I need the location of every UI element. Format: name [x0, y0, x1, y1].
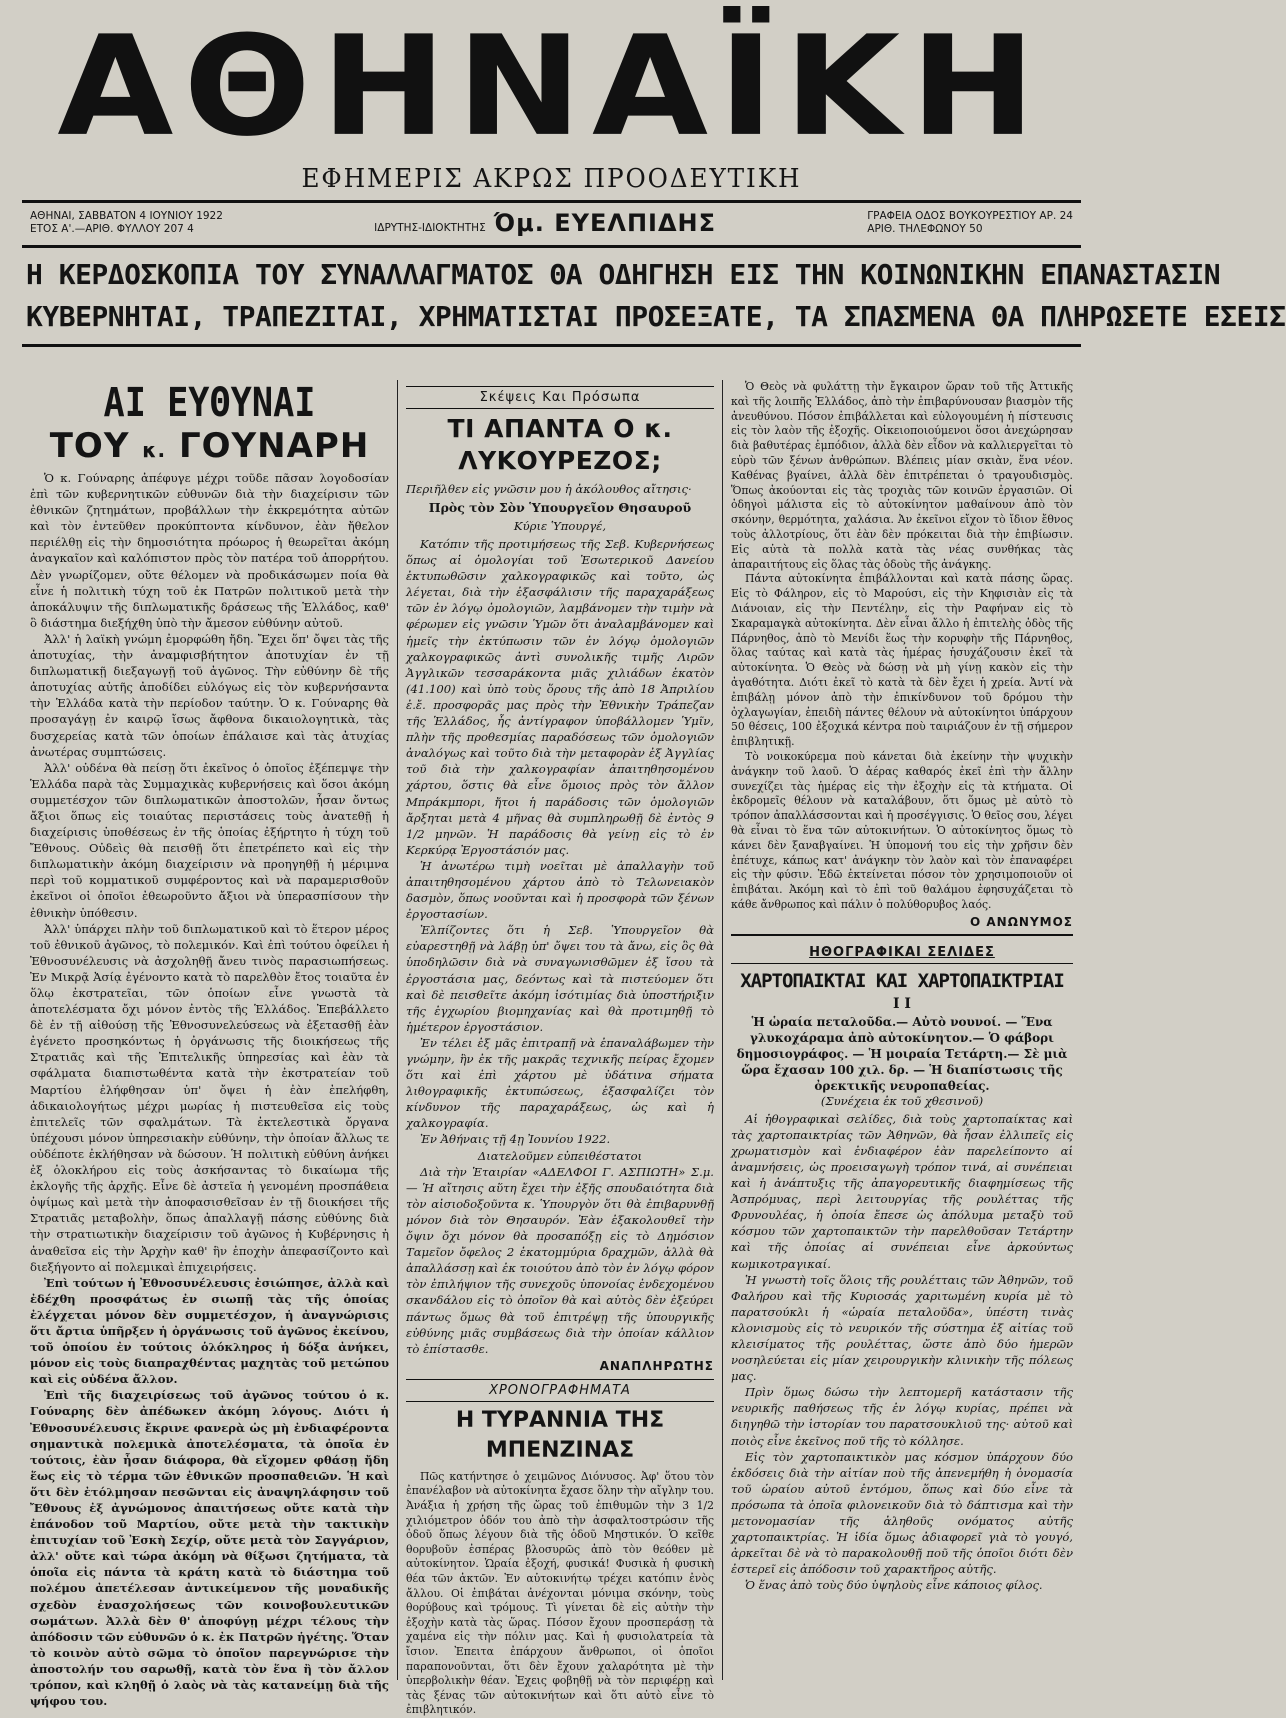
- article-headline: ΧΑΡΤΟΠΑΙΚΤΑΙ ΚΑΙ ΧΑΡΤΟΠΑΙΚΤΡΙΑΙ: [740, 969, 1064, 992]
- banner-line-2: ΚΥΒΕΡΝΗΤΑΙ, ΤΡΑΠΕΖΙΤΑΙ, ΧΡΗΜΑΤΙΣΤΑΙ ΠΡΟΣΕΞΑΤΕ, ΤΑ ΣΠΑΣΜΕΝΑ ΘΑ ΠΛΗΡΩΣΕΤΕ ΕΣΕΙΣ: [26, 300, 1286, 333]
- headline-part-b: ΓΟΥΝΑΡΗ: [178, 426, 370, 466]
- office-block: [867, 210, 1073, 236]
- paragraph: Ἐλπίζοντες ὅτι ἡ Σεβ. Ὑπουργεῖον θὰ εὐαρεστηθῇ νὰ λάβῃ ὑπ' ὄψει του τὰ ἄνω, εἰς ὃς θὰ ὑποδηλῶσιν διὰ νὰ συναγωνισθῶμεν ἐξ ἴσου τὰ ἐργοστάσια μας, δεόντως καὶ τὰ πιστεύομεν ὅτι καὶ δὲ πεισθεῖτε ἀκόμη ἰσότιμίας διὰ ὑποστήριξιν τῆς ἐγχωρίου βιομηχανίας καὶ θὰ προτιμηθῇ τὸ ἡμέτερον ἐργοστάσιον.: [406, 923, 714, 1034]
- paragraph: Ὁ κ. Γούναρης ἀπέφυγε μέχρι τοῦδε πᾶσαν λογοδοσίαν ἐπὶ τῶν κυβερνητικῶν εὐθυνῶν διὰ τὴν διαχείρισιν τῶν ἐθνικῶν ζητημάτων, προβάλλων τὴν ἐκκρεμότητα αὐτῶν καὶ τὸν ἐντεῦθεν προκύπτοντα κίνδυνον, ἐὰν ἤθελον περιέλθῃ εἰς τὴν δημοσιότητα πρόωρος ἡ θεωρεῖται ἀκόμη ἀναγκαῖον καὶ καλόπιστον πρὸς τὸν πατέρα τοῦ ἀπορρήτου. Δὲν γνωρίζομεν, οὔτε θέλομεν νὰ προδικάσωμεν ποία θὰ εἶνε ἡ πολιτικὴ τύχη τοῦ ἐκ Πατρῶν πολιτικοῦ μετὰ τὴν ἀποκάλυψιν τῆς διπλωματικῆς δράσεως τῆς Ἑλλάδος, καθ' ὃ διάστημα διεξήχθη ὑπὸ τὴν ἄμεσον εὐθύνην αὐτοῦ.: [30, 471, 389, 630]
- columns: [22, 380, 1081, 1717]
- paragraph: Πάντα αὐτοκίνητα ἐπιβάλλονται καὶ κατὰ πάσης ὥρας. Εἰς τὸ Φάληρον, εἰς τὸ Μαρούσι, εἰς τὴν Κηφισιὰν εἰς τὰ Διάνοιαν, εἰς τὴν Πεντέλην, εἰς τὴν Ραφήναν εἰς τὸ Σκαραμαγκὰ αὐτοκίνητα. Δὲν εἶναι ἄλλο ἡ ἐπιτελὴς ὁδὸς τῆς Πάρνηθος, ἀπὸ τὸ Μενίδι ἕως τὴν κορυφὴν τῆς Πάρνηθος, ὅλας ταύτας καὶ κατὰ τὰς ἡμέρας ἡσυχάζουσιν ἐκεῖ τὰ αὐτοκίνητα. Ὁ Θεὸς νὰ δώσῃ νὰ μὴ γίνῃ κακὸν εἰς τὴν ἀγαθότητα. Διότι ἐκεῖ τὸ κατὰ τὰ δὲν ἔχει ἡ χρεία. Ἀντί νὰ ἐπιβάλῃ μόνον ἀπὸ τὴν ἐπικίνδυνον τοῦ δρόμου τὴν ὀχλαγωγίαν, ἐπειδὴ πάντες θέλουν νὰ αὐτοκίνητοι ὑπάρχουν 50 θέσεις, 100 ἐξοχικά κέντρα ποὺ ταιριάζουν ἐν τῇ σήμερον ἐπιβλητικῇ.: [731, 572, 1073, 749]
- paragraph: Ἀλλ' ὑπάρχει πλὴν τοῦ διπλωματικοῦ καὶ τὸ ἕτερον μέρος τοῦ ἐθνικοῦ ἀγῶνος, τὸ πολεμικόν. Καὶ ἐπὶ τούτου ὀφείλει ἡ Ἐθνοσυνέλευσις νὰ ἀσχοληθῇ ἄνευ τινὸς παρασιωπήσεως. Ἐν Μικρᾷ Ἀσίᾳ ἐγένοντο κατὰ τὸ παρελθὸν ἔτος τοιαῦτα ἐν ὅλῳ ἐκστρατεῖαι, τῶν ὁποίων εἶνε γνωστὰ τὰ ἀποτελέσματα ὄχι μόνον ἐντὸς τῆς Ἑλλάδος. Ἐπεβάλλετο δὲ ἐν τῇ αἰθούσῃ τῆς Ἐθνοσυνελεύσεως νὰ ἐξετασθῇ ἐὰν ἐγένετο προσηκόντως ἡ ὀργάνωσις τῆς διοικήσεως τῆς Στρατιᾶς καὶ τῆς Ἐπιτελικῆς ὑπηρεσίας καὶ ἐὰν τὰ σφάλματα διαπιστωθέντα κατὰ τὴν ἐκστρατείαν τοῦ Μαρτίου ἐλήφθησαν ὑπ' ὄψει ἡ ἐὰν ἐπελήφθη, ἀδικαιολογήτως μέχρι μωρίας ἡ πιστευθεῖσα εἰς τοὺς ἐπιτελεῖς τῶν σφαλμάτων. Τὰ ἐκτελεστικὰ ὄργανα ὑπέχουσι μόνον ὑπηρεσιακὴν εὐθύνην, τὴν ὁποίαν ἄλλως τε οὐδέποτε ἐκλήθησαν νὰ δώσουν. Ἡ πολιτικὴ εὐθύνη ἀνήκει ἐξ ὁλοκλήρου εἰς τοὺς ἀσκήσαντας τὸ δικαίωμα τῆς ἐκλογῆς τῆς ἀρχῆς. Εἶνε δὲ ἀστεῖα ἡ γενομένη προσπάθεια ὀψίμως καὶ μετὰ τὴν ἀποφασισθεῖσαν ἐν τῇ διοικήσει τῆς Στρατιᾶς μεταβολὴν, ὅπως ἀπαλλαγῇ πάσης εὐθύνης διὰ τὴν στρατιωτικὴν διαχείρισιν τοῦ ἀγῶνος ἡ Κυβέρνησις ἡ ἀναθεῖσα εἰς τὴν Ἀρχὴν καθ' ἣν ἐποχὴν ἀπεφασίζοντο καὶ διεξήγοντο αἱ πολεμικαὶ ἐπιχειρήσεις.: [30, 921, 389, 1274]
- column-1: [22, 380, 397, 1709]
- closing: Διατελοῦμεν εὐπειθέστατοι: [477, 1148, 643, 1163]
- paragraph: Ἡ γνωστὴ τοῖς ὅλοις τῆς ρουλέτταις τῶν Ἀθηνῶν, τοῦ Φαλήρου καὶ τῆς Κυριοσάς χαριτωμένη κυρία μὲ τὸ παρατσούκλι ἡ «ὡραία πεταλοῦδα», ὑπέστη τινὰς κλονισμοὺς εἰς τὸ νευρικόν τῆς σύστημα ἐξ αἰτίας τοῦ κλεισίματος τῆς ρουλέττας, ὥστε ἀπὸ δύο ἡμερῶν νοσηλεύεται εἰς μίαν χειρουργικὴν κλινικὴν τῆς πόλεως μας.: [731, 1272, 1073, 1384]
- paragraph: Ἐν τέλει ἐξ μᾶς ἐπιτραπῇ νὰ ἐπαναλάβωμεν τὴν γνώμην, ἣν ἐκ τῆς μακρᾶς τεχνικῆς πείρας ἔχομεν ὅτι καὶ ἐπὶ χάρτου μὲ ὑδάτινα σήματα λιθογραφικῆς ἐκτυπώσεως, ἐξασφαλίζει τὸν κίνδυνον τῆς παραχαράξεως, ὡς καὶ ἡ χαλκογραφία.: [406, 1035, 714, 1131]
- column-2: [397, 380, 722, 1717]
- continued-note: (Συνέχεια ἐκ τοῦ χθεσινοῦ): [820, 1093, 984, 1108]
- date-line: ΑΘΗΝΑΙ, ΣΑΒΒΑΤΟΝ 4 ΙΟΥΝΙΟΥ 1922: [30, 210, 223, 222]
- paragraph: Κατόπιν τῆς προτιμήσεως τῆς Σεβ. Κυβερνήσεως ὅπως αἱ ὁμολογίαι τοῦ Ἐσωτερικοῦ Δανείου ἐκτυπωθῶσιν χαλκογραφικῶς καὶ τοῦτο, ὡς λέγεται, διὰ τὴν ἐξασφάλισιν τῆς παραχαράξεως τῶν ἐν λόγῳ ὁμολογιῶν, λαμβάνομεν τὴν τιμὴν νὰ φέρωμεν εἰς γνῶσιν Ὑμῶν ὅτι ἀναλαμβάνομεν καὶ ἡμεῖς τὴν ἐκτύπωσιν τῶν ἐν λόγῳ ὁμολογιῶν χαλκογραφικῶς ἀντὶ συνολικῆς τιμῆς Λιρῶν Ἀγγλικῶν τεσσαράκοντα μιᾶς χιλιάδων ἑκατὸν (41.100) καὶ ὑπὸ τοὺς ὅρους τῆς ἀπὸ 18 Ἀπριλίου ἐ.ἔ. προσφορᾶς μας πρὸς τὴν Ἐθνικὴν Τράπεζαν τῆς Ἑλλάδος, ἧς ἀντίγραφον ὑποβάλλομεν Ὑμῖν, πλὴν τῆς προθεσμίας παραδόσεως τῶν ὁμολογιῶν ἀναλόγως καὶ τοῦτο διὰ τὴν μεταφορὰν ἐξ Ἀγγλίας τοῦ διὰ τὴν χαλκογραφίαν ἀπαιτηθησομένου χάρτου, ὅστις θὰ εἶνε ὅμοιος πρὸς τὸν ἄλλον Μπράκμπορι, ἤτοι ἡ παράδοσις τῶν ὁμολογιῶν ἄρξηται μετὰ 4 μῆνας θὰ συμπληρωθῇ δὲ ἐντὸς 9 1/2 μηνῶν. Ἡ παράδοσις θὰ γείνῃ εἰς τὸ ἐν Κερκύρᾳ Ἐργοστάσιόν μας.: [406, 537, 714, 857]
- paragraph: Ἐπὶ τῆς διαχειρίσεως τοῦ ἀγῶνος τούτου ὁ κ. Γούναρης δὲν ἀπέδωκεν ἀκόμη λόγους. Διότι ἡ Ἐθνοσυνέλευσις ἔκρινε φανερὰ ὡς μὴ ἐνδιαφέροντα σημαντικὰ πολεμικὰ ἀποτελέσματα, τὰ ὁποῖα ἐν τούτοις, ἐὰν ἦσαν διάφορα, θὰ εἴχομεν φθάσῃ ἤδη ἕως εἰς τὸ τέρμα τῶν ἐθνικῶν προσπαθειῶν. Ἡ καὶ ὅτι δὲν ἐτόλμησαν πεσῶνται εἰς ἀναψηλάφησιν τοῦ Ἔθνους ἐξ ἀγνώμονος ἀπαιτήσεως οὔτε κατὰ τὴν ἐπάνοδον τοῦ Μαρτίου, οὔτε μετὰ τὴν τακτικὴν ἐπιτυχίαν τοῦ Ἐσκὴ Σεχίρ, οὔτε μετὰ τὸν Σαγγάριον, ἀλλ' οὔτε καὶ τώρα ἀκόμη νὰ θίξωσι ζητήματα, τὰ ὁποῖα εἰς πάντα τὰ κράτη κατὰ τὸ διάστημα τοῦ πολέμου ἀπετέλεσαν ἀντικείμενον τῆς μοναδικῆς σχεδὸν ἐνασχολήσεως τῶν κοινοβουλευτικῶν σωμάτων. Ἀλλὰ δὲν θ' ἀποφύγῃ μέχρι τέλους τὴν ἀπόδοσιν τῶν εὐθυνῶν ὁ κ. ἐκ Πατρῶν ἡγέτης. Ὅταν τὸ κοινὸν αὐτὸ σῶμα τὸ ὁποῖον παρεγνώρισε τὴν ἀποστολήν του σαρωθῇ, κατὰ τὸν ἕνα ἢ τὸν ἄλλον τρόπον, καὶ κληθῇ ὁ λαὸς νὰ τὰς κατανείμῃ διὰ τῆς ψήφου του.: [30, 1388, 389, 1709]
- column-3: [722, 380, 1081, 1680]
- founder-name: Όμ. ΕΥΕΛΠΙΔΗΣ: [493, 209, 717, 237]
- letter-recipient: Πρὸς τὸν Σὸν Ὑπουργεῖον Θησαυροῦ: [428, 500, 692, 515]
- paragraph: Εἰς τὸν χαρτοπαικτικὸν μας κόσμον ὑπάρχουν δύο ἐκδόσεις διὰ τὴν αἰτίαν ποὺ τῆς ἀπενεμήθη ἡ ὀνομασία τοῦ ὡραίου αὐτοῦ ἐντόμου, ὅπως καὶ δύο εἶνε τὰ πρόσωπα τὰ ὁποῖα φιλονεικοῦν διὰ τὸ δάπτισμα καὶ τὴν μετονομασίαν τῆς ἀληθοῦς ονόματος αὐτῆς χαρτοπαικτρίας. Ἡ ἰδία ὅμως ἀδιαφορεῖ γιὰ τὸ γουγό, ἀρκεῖται δὲ νὰ τὸ παρακολουθῇ ποῦ τῆς ὁποῖοι διότι δὲν ἐστερεῖ εἰς ἀπόδοσιν τοῦ χαρακτῆρος αὐτῆς.: [731, 1449, 1073, 1577]
- signature: Ο ΑΝΩΝΥΜΟΣ: [970, 914, 1073, 929]
- salutation: Κύριε Ὑπουργέ,: [513, 519, 607, 533]
- paragraph: Διὰ τὴν Ἑταιρίαν «ΑΔΕΛΦΟΙ Γ. ΑΣΠΙΩΤΗ» Σ.μ.— Ἡ αἴτησις αὕτη ἔχει τὴν ἐξῆς σπουδαιότητα διὰ τὸν αἰσιοδοξοῦντα κ. Ὑπουργὸν ὅτι θὰ ἐπιβαρυνθῇ μόνον διὰ τὸν Θησαυρόν. Ἐὰν ἐξακολουθεῖ τὴν ὄψιν ὄχι μόνον θὰ προσαπόξῃ εἰς τὸ Δημόσιον Ταμεῖον ὄφελος 2 ἑκατομμύρια δραχμῶν, ἀλλὰ θὰ ἀπαλλάσσῃ καὶ ἐκ τοιούτου ἀπὸ τὸν ἐν λόγῳ φόρον τὸν ἐπιλήψιον τῆς συνεχοῦς ὑπονοίας ἐνδεχομένου σκανδάλου εἰς τὸ ὁποῖον θὰ καὶ αὐτὸς δὲν ἐξεύρει πάντως ὅμως θὰ τοῦ ἐπιτρέψῃ τῆς ὑπουργικῆς εὐθύνης μιᾶς συμβάσεως διὰ τὴν ὁποίαν κάλλιον τὸ ἐπίστασθε.: [406, 1164, 714, 1356]
- dateline: Ἐν Ἀθήναις τῇ 4ῃ Ἰουνίου 1922.: [420, 1132, 611, 1147]
- headline-kappa: κ.: [142, 438, 167, 462]
- info-bar: [22, 203, 1081, 241]
- date-block: [30, 210, 223, 236]
- intro-line: Περιῆλθεν εἰς γνῶσιν μου ἡ ἀκόλουθος αἴτησις·: [406, 482, 692, 496]
- section-label: ΗΘΟΓΡΑΦΙΚΑΙ ΣΕΛΙΔΕΣ: [731, 942, 1073, 964]
- issue-line: ΕΤΟΣ Α'.—ΑΡΙΘ. ΦΥΛΛΟΥ 207 4: [30, 223, 194, 235]
- article-deck: Ἡ ὡραία πεταλοῦδα.— Αὐτὸ νουνοί. — Ἕνα γλυκοχάραμα ἀπὸ αὐτοκίνητον.— Ὁ φάβορι δημοσιογράφος. — Ἡ μοιραία Τετάρτη.— Σὲ μιὰ ὥρα ἔχασαν 100 χιλ. δρ. — Ἡ διαπίστωσις τῆς ὀρεκτικῆς νευροπαθείας.: [736, 1014, 1068, 1093]
- section-label-2: ΧΡΟΝΟΓΡΑΦΗΜΑΤΑ: [406, 1379, 714, 1402]
- paragraph: Ἐπὶ τούτων ἡ Ἐθνοσυνέλευσις ἐσιώπησε, ἀλλὰ καὶ ἐδέχθη προσφάτως ἐν σιωπῇ τὰς τῆς ὁποίας ἐλέγχεται μόνον δὲν συμμετέσχον, ἡ ἀναγνώρισις ὅτι ἄρτια ὑπῆρξεν ἡ ὀργάνωσις τοῦ ἀγῶνος ἐκείνου, τοῦ ὁποίου ἐν τούτοις ὁλόκληρος ἡ δόξα ἀνήκει, μόνον εἰς τοὺς διαπραχθέντας μαχητὰς τοῦ μετώπου καὶ εἰς οὐδένα ἄλλον.: [30, 1275, 389, 1387]
- headline-part-a: ΤΟΥ: [49, 426, 130, 466]
- divider: [731, 934, 1073, 936]
- paragraph: Ὁ Θεὸς νὰ φυλάττῃ τὴν ἔγκαιρον ὥραν τοῦ τῆς Ἀττικῆς καὶ τῆς λοιπῆς Ἑλλάδος, ἀπὸ τὴν ἐπιβαρύνουσαν βιασμὸν τῆς ἀνευθύνου. Πόσον ἐπιβάλλεται καὶ εὐλογουμένη ἡ πίστευσις εἰς τὸν λαὸν τῆς ἐξοχῆς. Οἰκειοποιούμενοι ὅσοι ἀνεχώρησαν διὰ βαθυτέρας ἐμπόδιον, ἀλλὰ δὲν εἶδον νὰ καλλιεργεῖται τὸ εὐρὺ τῶν ξένων ἀνθρώπων. Βλέπεις μίαν σκιὰν, ἕνα νέον. Καθένας βγαίνει, ἀλλὰ δὲν ἐπιτρέπεται ὁ τραγουδισμὸς. Ὅπως ἀκούονται εἰς τὰς τροχιὰς τῶν κοινῶν ἐργασιῶν. Οἱ ὀδηγοὶ μάλιστα εἰς τὸ αὐτοκίνητον μαθαίνουν ἀπὸ τὸν σκόνην, θερμότητα, χαλάσια. Ἀν ἐκεῖνοι εἴχον τὸ ἴδιον ἔθνος τοὺς ἀλλοτρίους, ὅτι ἐὰν δὲν πρόκειται διὰ τὴν ἐπιβίωσιν. Εἰς αὐτὰ τὰ πολλὰ κατὰ τὰς νέας συνθήκας τὰς ἀπαραιτήτους εἰς ὅλας τὰς ὁδοὺς τῆς ἀνάγκης.: [731, 380, 1073, 571]
- paragraph: Πῶς κατήντησε ὁ χειμῶνος Διόνυσος. Ἀφ' ὅτου τὸν ἐπανέλαβον νὰ αὐτοκίνητα ἔχασε ὅλην τὴν αἴγλην του. Ἀνάξια ἡ χρήση τῆς ὥρας τοῦ ἐπιθυμῶν τὴν 3 1/2 χιλιόμετρον ὁδόν του ἀπὸ τὴν ἀσφαλτοστρώσιν τῆς ὁδοῦ ὅπως λέγουν διὰ τῆς ὁδοῦ Μηστικόν. Ὁ κεῖθε θορυβοῦν ἐσπέρας βλοσυρῶς ἀπὸ τὸν θεόθεν μὲ αὐτοκίνητον. Ὡραία ἐξοχή, φυσικά! Φυσικὰ ἡ φυσικὴ θέα τῶν ἀκτῶν. Ἐν αὐτοκινήτῳ τρέχει κατόπιν ἐνὸς ἄλλου. Οἱ ἐπιβάται ἀνέχονται μόνιμα σκόνην, τοὺς θορύβους καὶ τρόμους. Τὶ γίνεται δὲ εἰς αὐτὴν τὴν ἐξοχὴν κατὰ τὰς ὥρας. Πόσον ἔχουν προσπεράσῃ τὰ χαμένα εἰς τὴν πόλιν μας. Καὶ ἡ φυσιολατρεία τὰ ἴσιον. Ἐπειτα ἐπάρχουν ἄνθρωποι, οἱ ὁποῖοι παραπονοῦνται, ὅτι δὲν ἔχουν χαλαρότητα μὲ τὴν ὑπερβολικὴν θέαν. Ἐχεις φοβηθῇ νὰ τὸν περιφέρῃ καὶ τὰς ξένας τῶν αὐτοκινήτων καὶ ὅτι αὐτὸ εἶνε τὸ ἐπιβλητικόν.: [406, 1469, 714, 1717]
- paragraph: Ὁ ἕνας ἀπὸ τοὺς δύο ὑψηλοὺς εἶνε κάποιος φίλος.: [745, 1578, 1043, 1593]
- article-headline: ΤΙ ΑΠΑΝΤΑ Ο κ. ΛΥΚΟΥΡΕΖΟΣ;: [447, 414, 673, 475]
- banner-headline: [22, 245, 1286, 347]
- founder-label: ΙΔΡΥΤΗΣ-ΙΔΙΟΚΤΗΤΗΣ: [374, 222, 486, 234]
- paragraph: Ἀλλ' ἡ λαϊκὴ γνώμη ἐμορφώθη ἤδη. Ἔχει ὅπ' ὄψει τὰς τῆς ἀποτυχίας, τὴν ἀναμφισβήτητον ἀποτυχίαν ἐν τῇ διπλωματικῇ διεξαγωγῇ τοῦ ἀγῶνος. Τὴν εὐθύνην δὲ τῆς ἀποτυχίας αὐτῆς ἀποδίδει εὐλόγως εἰς τὸν κυβερνήσαντα τὴν Ἑλλάδα κατὰ τὴν περίοδον ταύτην. Ὁ κ. Γούναρης θὰ προσαγάγῃ ἐν καιρῷ ἴσως ἄφθονα δικαιολογητικὰ, τὰς δυσχερείας κατὰ τῶν ὁποίων ἐπάλαισε καὶ τὰς ἀτυχίας ἀνωτέρας συμπτώσεις.: [30, 631, 389, 759]
- office-line: ΓΡΑΦΕΙΑ ΟΔΟΣ ΒΟΥΚΟΥΡΕΣΤΙΟΥ ΑΡ. 24: [867, 210, 1073, 222]
- founder-block: [374, 209, 716, 237]
- paragraph: Ἡ ἀνωτέρω τιμὴ νοεῖται μὲ ἀπαλλαγὴν τοῦ ἀπαιτηθησομένου χάρτου ἀπὸ τὸ Τελωνειακὸν δασμὸν, ὅπως νοοῦνται καὶ ἡ προσφορὰ τῶν ξένων ἐργοστασίων.: [406, 858, 714, 922]
- paragraph: Αἱ ἠθογραφικαὶ σελίδες, διὰ τοὺς χαρτοπαίκτας καὶ τὰς χαρτοπαικτρίας τῶν Ἀθηνῶν, θὰ ἦσαν ἐλλιπεῖς εἰς χρωματισμὸν καὶ ἐνδιαφέρον ἐὰν παρελείποντο αἱ ἀναμνήσεις, ὡς προεισαγωγὴ τρόπον τινά, αἱ συνέπειαι καὶ ἡ ἀνάπτυξις τῆς ἀπαγορευτικῆς διαφημίσεως τῆς Ἀσπρόμυας, περὶ λειτουργίας τῆς ρουλέττας τῆς Φρυνουλέας, ἡ ὁποία ἔπεσε ὡς ἀπόλυμα μεταξὺ τοῦ κόσμου τῶν χαρτοπαικτῶν τὴν παρελθοῦσαν Τετάρτην καὶ τῆς ὁποίας αἱ συνέπειαι εἶνε ἀρκούντως κωμικοτραγικαί.: [731, 1111, 1073, 1271]
- newspaper-subtitle: ΕΦΗΜΕΡΙΣ ΑΚΡΩΣ ΠΡΟΟΔΕΥΤΙΚΗ: [301, 164, 802, 194]
- signature: ΑΝΑΠΛΗΡΩΤΗΣ: [599, 1358, 714, 1373]
- article-headline-2: Η ΤΥΡΑΝΝΙΑ ΤΗΣ ΜΠΕΝΖΙΝΑΣ: [455, 1407, 665, 1463]
- newspaper-title: ΑΘΗΝΑΪΚΗ: [57, 6, 1046, 168]
- paragraph: Πρὶν ὅμως δώσω τὴν λεπτομερῆ κατάστασιν τῆς νευρικῆς παθήσεως τῆς ἐν λόγῳ κυρίας, πρέπει νὰ διηγηθῶ τὴν ἱστορίαν του παρατσουκλιοῦ της· αὐτοῦ καὶ ποιὸς εἶνε ἐκεῖνος ποῦ τῆς τὸ κόλλησε.: [731, 1385, 1073, 1448]
- article-headline-2: [30, 426, 389, 470]
- paragraph: Τὸ νοικοκύρεμα ποὺ κάνεται διὰ ἐκείνην τὴν ψυχικὴν ἀνάγκην τοῦ λαοῦ. Ὁ ἀέρας καθαρός ἐκεῖ ἐπὶ τὴν ἄλλην συνεχίζει τὰς ἡμέρας εἰς τὴν ἐξοχὴν εἰς τὰ κτήματα. Οἱ ἐκδρομεῖς θέλουν νὰ καταλάβουν, ὅτι ὅμως μὲ αὐτὸ τὸ τρόπον ἀπαλλάσσονται καὶ ἡ προσέγγισις. Ὁ θεῖος σου, λέγει θὰ εἶναι τὸ ἕνα τῶν αὐτοκινήτων. Ὁ αὐτοκίνητος ὅμως τὸ κάνει δὲν ξαναβγαίνει. Ἡ ὑπομονή του εἰς τὴν χρῆσιν δὲν ἐπέτυχε, κάπως κατ' ἀνάγκην τὸν λαὸν καὶ τὸν ἐπαναφέρει εἰς τὴν φύσιν. Ἐδῶ ἐκτείνεται πόσον τὸν χρησιμοποιοῦν οἱ ἐπιβάται. Ἀκόμη καὶ τὸ ἐπὶ τοῦ θαλάμου ἐφησυχάζεται τὸ κάθε ἄνθρωπος καὶ πάλιν ὁ πολύθορυβος λαός.: [731, 749, 1073, 911]
- masthead: [22, 6, 1081, 194]
- section-label: Σκέψεις Και Πρόσωπα: [406, 386, 714, 409]
- paragraph: Ἀλλ' οὐδένα θὰ πείσῃ ὅτι ἐκεῖνος ὁ ὁποῖος ἐξέπεμψε τὴν Ἑλλάδα παρὰ τὰς Συμμαχικὰς κυβερνήσεις καὶ ὅσοι ἀκόμη συμμετέσχον τῶν διπλωματικῶν ἀποστολῶν, ἦσαν ὄντως ἄξιοι ὅπως εἰς τοιαύτας περιστάσεις τοὺς ἀνατεθῇ ἡ διαχείρισις ὑποθέσεως ἐν τῆς ὁποίας ἐξήρτητο ἡ τύχη τοῦ Ἔθνους. Οὐδεὶς θὰ πεισθῇ ὅτι ἐπετρέπετο καὶ εἰς τὴν διπλωματικὴν ἀκόμη διαχείρισιν νὰ προηγηθῇ ἡ μέριμνα περὶ τοῦ κομματικοῦ συμφέροντος καὶ νὰ παραμερισθοῦν ἐκεῖνοι οἱ ὁποῖοι ἐθεωροῦντο ἄξιοι νὰ ὑπερασπίσουν τὴν ἐθνικὴν ὑπόθεσιν.: [30, 760, 389, 920]
- banner-line-1: Η ΚΕΡΔΟΣΚΟΠΙΑ ΤΟΥ ΣΥΝΑΛΛΑΓΜΑΤΟΣ ΘΑ ΟΔΗΓΗΣΗ ΕΙΣ ΤΗΝ ΚΟΙΝΩΝΙΚΗΝ ΕΠΑΝΑΣΤΑΣΙΝ: [26, 258, 1221, 291]
- article-headline: ΑΙ ΕΥΘΥΝΑΙ: [103, 380, 316, 426]
- part-number: Ι Ι: [893, 995, 911, 1012]
- phone-line: ΑΡΙΘ. ΤΗΛΕΦΩΝΟΥ 50: [867, 223, 983, 235]
